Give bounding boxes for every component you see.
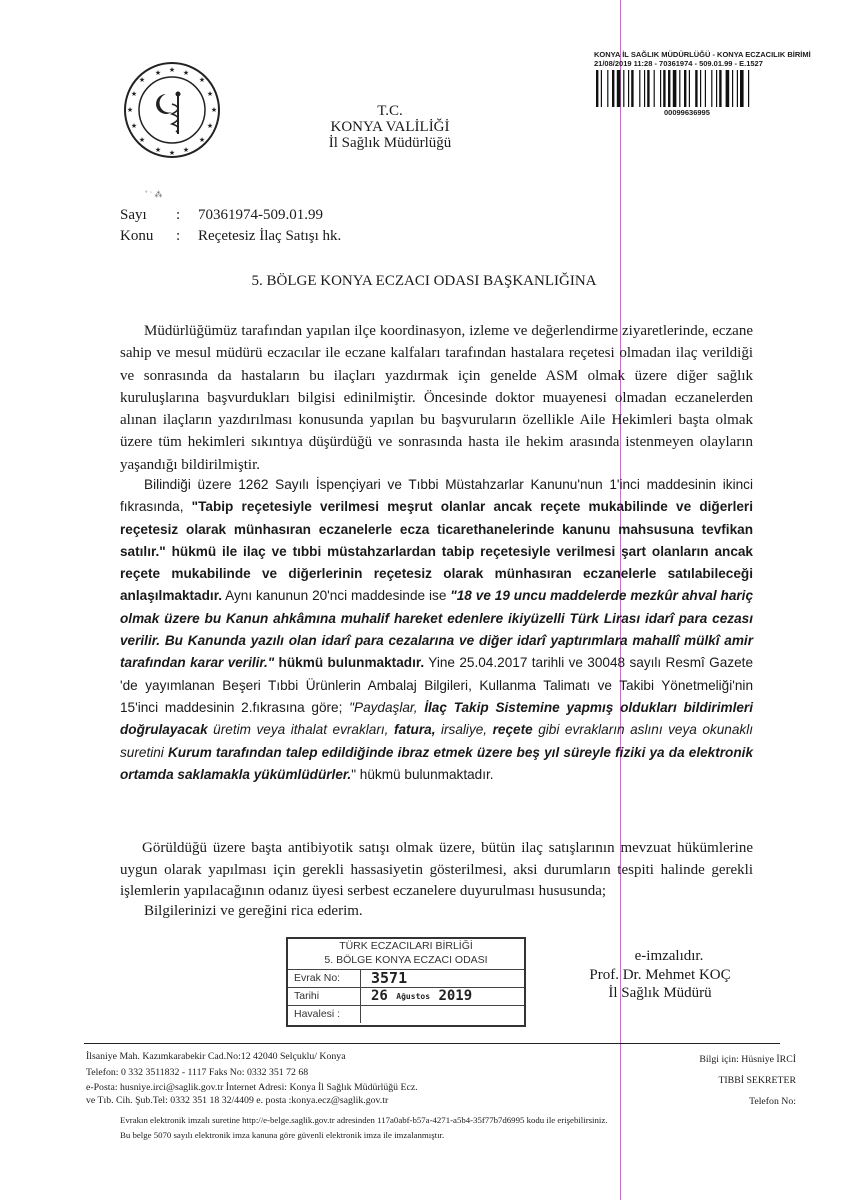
signature-e-signed: e-imzalıdır.	[634, 948, 704, 964]
sayi-value: 70361974-509.01.99	[198, 207, 323, 223]
body-paragraph-2	[120, 474, 753, 786]
svg-text:★: ★	[138, 136, 146, 144]
p2-quote-bold-2: fatura,	[393, 722, 436, 738]
footer-phone: Telefon: 0 332 3511832 - 1117 Faks No: 0332 351 72 68	[86, 1067, 309, 1078]
svg-text:★: ★	[182, 69, 190, 77]
sayi-colon: :	[176, 207, 181, 223]
registry-timestamp: 21/08/2019 11:28 - 70361974 - 509.01.99 - E.1527	[594, 59, 763, 68]
scan-specks: ˚ ˙ ⁂	[145, 190, 163, 199]
footer-info-contact: Bilgi için: Hüsniye İRCİ	[699, 1054, 796, 1065]
footer-email: e-Posta: husniye.irci@saglik.gov.tr İnternet Adresi: Konya İl Sağlık Müdürlüğü Ecz.	[86, 1082, 418, 1093]
p2-quote-part-1: üretim veya ithalat evrakları,	[207, 722, 394, 738]
stamp-org-line-2: 5. BÖLGE KONYA ECZACI ODASI	[324, 954, 488, 966]
svg-text:★: ★	[130, 90, 138, 98]
svg-text:★: ★	[206, 90, 214, 98]
barcode	[596, 70, 792, 107]
p2-intro: Bilindiği üzere 1262 Sayılı İspençiyari ve Tıbbi Müstahzarlar Kanunu'nun 1'inci maddesinin ikinci fıkrasında,	[120, 477, 753, 515]
document-meta	[120, 205, 341, 247]
svg-text:★: ★	[130, 122, 138, 130]
svg-text:★: ★	[198, 136, 206, 144]
stamp-evrak-value: 3571	[371, 969, 408, 987]
stamp-evrak-row	[288, 969, 524, 987]
stamp-evrak-label: Evrak No:	[288, 970, 361, 987]
footer-email-2: ve Tıb. Cih. Şub.Tel: 0332 351 18 32/4409 e. posta :konya.ecz@saglik.gov.tr	[86, 1095, 389, 1106]
p2-quote-part-2: irsaliye,	[435, 722, 493, 738]
svg-text:★: ★	[154, 146, 162, 154]
svg-text:★: ★	[138, 76, 146, 84]
svg-text:★: ★	[126, 106, 134, 114]
footer-info-phone: Telefon No:	[749, 1096, 796, 1107]
footer-info	[620, 1049, 796, 1112]
closing-line: Bilgilerinizi ve gereğini rica ederim.	[144, 903, 363, 919]
footer-verify-link: Evrakın elektronik imzalı suretine http://e-belge.saglik.gov.tr adresinden 117a0abf-b57a-4271-a5b4-35f77b7d6995 kodu ile erişebilirsiniz.	[120, 1115, 608, 1125]
svg-text:★: ★	[206, 122, 214, 130]
barcode-number: 00099636995	[664, 108, 710, 117]
p2-closing: " hükmü bulunmaktadır.	[351, 766, 494, 782]
konu-value: Reçetesiz İlaç Satışı hk.	[198, 228, 342, 244]
p2-quote-bold-4: Kurum tarafından talep edildiğinde ibraz etmek üzere beş yıl süreyle fiziki ya da elektronik ortamda saklamakla yükümlüdürler.	[120, 744, 753, 782]
meta-konu-row	[120, 226, 341, 247]
stamp-havalesi-row	[288, 1005, 524, 1023]
document-registry-block	[594, 50, 820, 117]
p2-quote-open: "Paydaşlar,	[349, 699, 425, 715]
konu-label: Konu	[120, 228, 154, 244]
stamp-tarih-value	[361, 988, 524, 1005]
signature-block	[560, 947, 760, 1003]
footer-divider	[84, 1043, 780, 1044]
stamp-havalesi-value	[361, 1006, 524, 1023]
svg-text:★: ★	[210, 106, 218, 114]
addressee: 5. BÖLGE KONYA ECZACI ODASI BAŞKANLIĞINA	[251, 273, 597, 289]
meta-sayi-row	[120, 205, 341, 226]
registry-unit: KONYA İL SAĞLIK MÜDÜRLÜĞÜ - KONYA ECZACILIK BİRİMİ	[594, 50, 811, 59]
stamp-org-line-1: TÜRK ECZACILARI BİRLİĞİ	[339, 940, 473, 952]
stamp-havalesi-label: Havalesi :	[288, 1006, 361, 1023]
stamp-tarih-month: Ağustos	[396, 992, 431, 1001]
p2-regulation-intro: Yine 25.04.2017 tarihli ve 30048 sayılı Resmî Gazete 'de yayımlanan Beşeri Tıbbi Ürünlerin Ambalaj Bilgileri, Kullanma Talimatı ve Takibi Yönetmeliği'nin 15'inci maddesinin 2.fıkrasına göre;	[120, 655, 754, 715]
svg-text:★: ★	[168, 149, 176, 157]
signature-name: Prof. Dr. Mehmet KOÇ	[589, 966, 731, 983]
body-paragraph-3: Görüldüğü üzere başta antibiyotik satışı olmak üzere, bütün ilaç satışlarının mevzuat hükümlerine uygun olarak yapılması için gerekli hassasiyetin gösterilmesi, aksi durumların tespiti halinde gerekli işlemlerin yapılacağının odanız üyesi serbest eczanelere duyurulması hususunda;	[120, 840, 753, 900]
svg-text:★: ★	[198, 76, 206, 84]
footer-address: İlsaniye Mah. Kazımkarabekir Cad.No:12 42040 Selçuklu/ Konya	[86, 1051, 346, 1062]
p2-quote-part-3: gibi evrakların aslını veya okunaklı suretini	[120, 722, 753, 760]
p2-article20-quote: "18 ve 19 uncu maddelerde mezkûr ahval hariç olmak üzere bu Kanun ahkâmına muhalif hareket edenlere ikiyüzelli Türk Lirası idarî para cezası verilir. Bu Kanunda yazılı olan idarî para cezalarına ve diğer idarî yaptırımlara mahallî mülkî amir tarafından karar verilir."	[120, 588, 753, 671]
p2-article20-intro: Aynı kanunun 20'nci maddesinde ise	[222, 588, 451, 604]
signature-title: İl Sağlık Müdürü	[608, 985, 712, 1001]
stamp-tarih-row	[288, 987, 524, 1005]
svg-text:★: ★	[154, 69, 162, 77]
footer-contact	[86, 1049, 586, 1107]
stamp-tarih-day: 26	[371, 988, 388, 1004]
p2-quote-bold-3: reçete	[492, 722, 533, 738]
p2-ruling-2: hükmü bulunmaktadır.	[274, 655, 425, 671]
header-governorship: KONYA VALİLİĞİ	[330, 119, 450, 135]
stamp-tarih-label: Tarihi	[288, 988, 361, 1005]
konu-colon: :	[176, 228, 181, 244]
header-tc: T.C.	[377, 103, 403, 119]
stamp-tarih-year: 2019	[438, 988, 473, 1004]
p2-law-quote: "Tabip reçetesiyle verilmesi meşrut olanlar ancak reçete mukabilinde ve diğerleri reçetesiz olarak münhasıran eczanelerle ecza ticarethanelerinde kanunu mahsusuna tevfikan satılır."	[120, 499, 753, 559]
received-stamp	[286, 937, 526, 1027]
footer-law-note: Bu belge 5070 sayılı elektronik imza kanuna göre güvenli elektronik imza ile imzalanmıştır.	[120, 1130, 445, 1140]
svg-text:★: ★	[182, 146, 190, 154]
footer-info-role: TIBBİ SEKRETER	[718, 1075, 796, 1086]
p2-ruling: hükmü ile ilaç ve tıbbi müstahzarlardan tabip reçetesiyle verilmesi şart olanların ancak reçete mukabilinde ve diğerlerinin reçetesiz olarak münhasıran eczanelerle satılabileceği anlaşılmaktadır.	[120, 543, 753, 604]
header-directorate: İl Sağlık Müdürlüğü	[328, 135, 452, 151]
p2-quote-bold-1: İlaç Takip Sistemine yapmış oldukları bildirimleri doğrulayacak	[120, 699, 753, 738]
body-paragraph-1: Müdürlüğümüz tarafından yapılan ilçe koordinasyon, izleme ve değerlendirme ziyaretlerinde, eczane sahip ve mesul müdürü eczacılar ile eczane kalfaları tarafından hastalara reçetesi olmadan ilaç verildiği ve sonrasında da hastaların bu ilaçları yazdırmak için genelde ASM olmak üzere diğer sağlık kuruluşlarına başvurdukları bilgisi edinilmiştir. Öncesinde doktor muayenesi olmadan eczanelerden alınan ilaçların yazdırılması konusunda yapılan bu başvuruların özellikle Aile Hekimleri başta olmak üzere tüm hekimleri sıkıntıya düşürdüğü ve sonrasında hasta ile hekim arasında istenmeyen olayların yaşandığı bildirilmiştir.	[120, 323, 753, 473]
footer-verification	[120, 1113, 800, 1143]
svg-text:★: ★	[168, 66, 176, 74]
sayi-label: Sayı	[120, 207, 147, 223]
ministry-of-health-logo	[122, 60, 222, 160]
letterhead	[300, 103, 480, 151]
